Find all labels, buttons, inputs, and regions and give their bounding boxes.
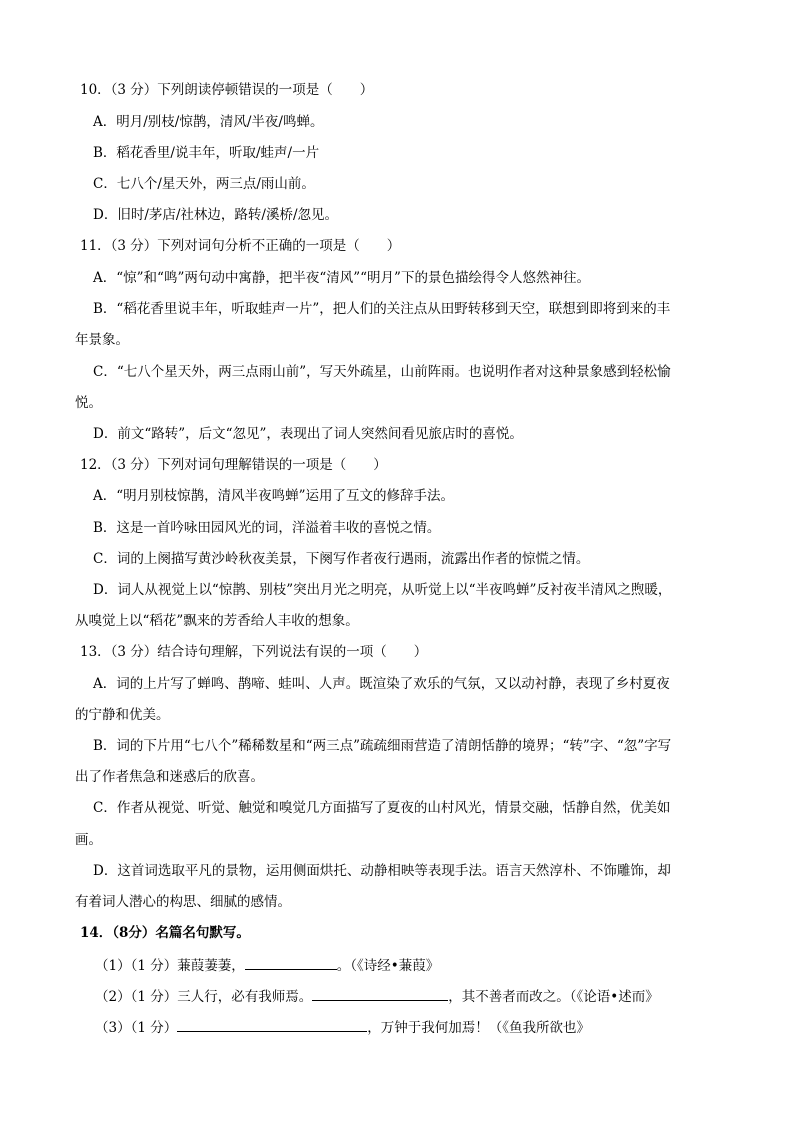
- q11-stem: 11．（3 分）下列对词句分析不正确的一项是（ ）: [80, 238, 401, 254]
- q13-option-c: C．作者从视觉、听觉、触觉和嗅觉几方面描写了夏夜的山村风光，情景交融，恬静自然，优美如: [93, 800, 671, 816]
- q12-option-d-cont: 从嗅觉上以“稻花”飘来的芳香给人丰收的想象。: [75, 613, 359, 629]
- q12-stem: 12．（3 分）下列对词句理解错误的一项是（ ）: [80, 457, 387, 473]
- q14-item-2: [95, 986, 659, 1007]
- q12-option-c: C．词的上阕描写黄沙岭秋夜美景，下阕写作者夜行遇雨，流露出作者的惊慌之情。: [93, 551, 590, 567]
- q12-option-d: D．词人从视觉上以“惊鹊、别枝”突出月光之明亮，从听觉上以“半夜鸣蝉”反衬夜半清风之煦暖，: [93, 582, 672, 598]
- q14-item-2-blank[interactable]: [312, 986, 448, 1001]
- q14-item-1-blank[interactable]: [245, 955, 337, 970]
- q13-option-b-cont: 出了作者焦急和迷惑后的欣喜。: [75, 769, 264, 785]
- q10-stem: 10．（3 分）下列朗读停顿错误的一项是（ ）: [80, 82, 374, 98]
- q13-option-a: A．词的上片写了蝉鸣、鹊啼、蛙叫、人声。既渲染了欢乐的气氛，又以动衬静，表现了乡村夏夜: [93, 676, 670, 692]
- q11-option-d: D．前文“路转”，后文“忽见”，表现出了词人突然间看见旅店时的喜悦。: [93, 426, 523, 442]
- q11-option-a: A．“惊”和“鸣”两句动中寓静，把半夜“清风”“明月”下的景色描绘得令人悠然神往。: [93, 270, 590, 286]
- q14-item-3: [95, 1017, 590, 1038]
- q14-item-3-blank[interactable]: [177, 1017, 367, 1032]
- q12-option-a: A．“明月别枝惊鹊，清风半夜鸣蝉”运用了互文的修辞手法。: [93, 488, 455, 504]
- q14-item-1-suffix: 。（《诗经•蒹葭》: [336, 958, 440, 974]
- q10-option-b: B．稻花香里/说丰年，听取/蛙声/一片: [93, 145, 320, 161]
- q14-item-2-prefix: （2）（1 分）三人行，必有我师焉。: [95, 989, 313, 1005]
- q14-item-1-prefix: （1）（1 分）蒹葭萋萋，: [95, 958, 245, 974]
- q11-option-c: C．“七八个星天外，两三点雨山前”，写天外疏星，山前阵雨。也说明作者对这种景象感到轻松愉: [93, 364, 671, 380]
- q13-option-d: D．这首词选取平凡的景物，运用侧面烘托、动静相映等表现手法。语言天然淳朴、不饰雕饰，却: [93, 863, 671, 879]
- q10-option-c: C．七八个/星天外，两三点/雨山前。: [93, 176, 315, 192]
- q13-option-d-cont: 有着词人潜心的构思、细腻的感情。: [75, 894, 291, 910]
- q11-option-b: B．“稻花香里说丰年，听取蛙声一片”，把人们的关注点从田野转移到天空，联想到即将到来的丰: [93, 301, 671, 317]
- q10-option-d: D．旧时/茅店/社林边，路转/溪桥/忽见。: [93, 207, 339, 223]
- q14-item-3-prefix: （3）（1 分）: [95, 1020, 178, 1036]
- q11-option-b-cont: 年景象。: [75, 332, 129, 348]
- q14-stem: 14．（8分）名篇名句默写。: [80, 925, 250, 941]
- q14-item-2-suffix: ，其不善者而改之。（《论语•述而》: [448, 989, 659, 1005]
- q10-option-a: A．明月/别枝/惊鹊，清风/半夜/鸣蝉。: [93, 114, 324, 130]
- q11-option-c-cont: 悦。: [75, 395, 102, 411]
- q12-option-b: B．这是一首吟咏田园风光的词，洋溢着丰收的喜悦之情。: [93, 520, 441, 536]
- q13-option-c-cont: 画。: [75, 832, 102, 848]
- q14-item-3-suffix: ，万钟于我何加焉！（《鱼我所欲也》: [367, 1020, 590, 1036]
- q14-item-1: [95, 955, 439, 976]
- q13-stem: 13．（3 分）结合诗句理解，下列说法有误的一项（ ）: [80, 644, 428, 660]
- q13-option-a-cont: 的宁静和优美。: [75, 707, 170, 723]
- q13-option-b: B．词的下片用“七八个”稀稀数星和“两三点”疏疏细雨营造了清朗恬静的境界；“转”字、“忽”字写: [93, 738, 672, 754]
